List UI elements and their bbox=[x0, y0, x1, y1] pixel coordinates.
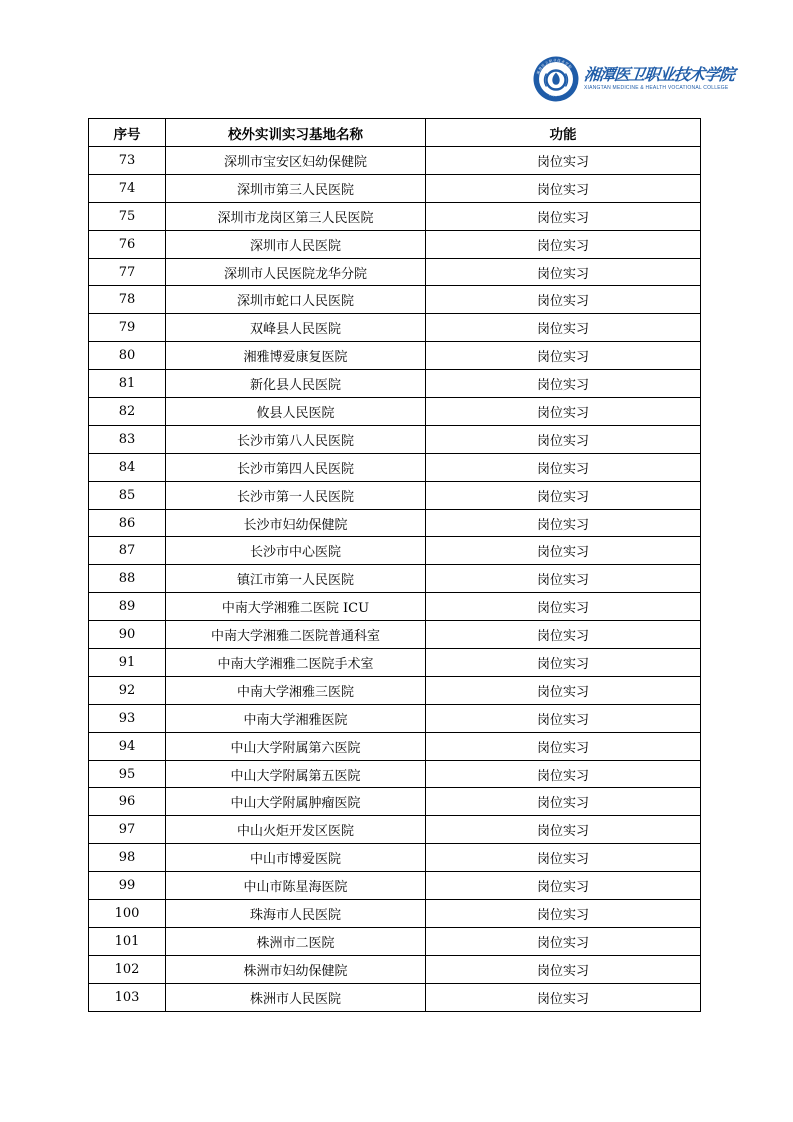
cell-function: 岗位实习 bbox=[426, 202, 701, 230]
cell-no: 101 bbox=[89, 927, 166, 955]
svg-text:湘潭医卫职业技术学院: 湘潭医卫职业技术学院 bbox=[536, 58, 573, 75]
cell-no: 77 bbox=[89, 258, 166, 286]
cell-no: 103 bbox=[89, 983, 166, 1011]
cell-function: 岗位实习 bbox=[426, 760, 701, 788]
cell-function: 岗位实习 bbox=[426, 286, 701, 314]
table-row bbox=[89, 621, 701, 649]
cell-base-name: 双峰县人民医院 bbox=[166, 314, 426, 342]
table-row bbox=[89, 844, 701, 872]
cell-function: 岗位实习 bbox=[426, 816, 701, 844]
cell-no: 76 bbox=[89, 230, 166, 258]
college-logo bbox=[533, 56, 734, 102]
cell-base-name: 中南大学湘雅三医院 bbox=[166, 676, 426, 704]
cell-function: 岗位实习 bbox=[426, 732, 701, 760]
cell-base-name: 镇江市第一人民医院 bbox=[166, 565, 426, 593]
college-emblem-icon bbox=[533, 56, 579, 102]
cell-no: 86 bbox=[89, 509, 166, 537]
cell-base-name: 深圳市人民医院龙华分院 bbox=[166, 258, 426, 286]
cell-base-name: 湘雅博爱康复医院 bbox=[166, 342, 426, 370]
table-row bbox=[89, 174, 701, 202]
cell-function: 岗位实习 bbox=[426, 509, 701, 537]
cell-no: 91 bbox=[89, 649, 166, 677]
cell-base-name: 长沙市妇幼保健院 bbox=[166, 509, 426, 537]
cell-function: 岗位实习 bbox=[426, 649, 701, 677]
cell-function: 岗位实习 bbox=[426, 230, 701, 258]
cell-function: 岗位实习 bbox=[426, 955, 701, 983]
cell-base-name: 株洲市二医院 bbox=[166, 927, 426, 955]
cell-base-name: 中山市陈星海医院 bbox=[166, 872, 426, 900]
svg-text:1958: 1958 bbox=[548, 93, 558, 98]
table-row bbox=[89, 230, 701, 258]
cell-function: 岗位实习 bbox=[426, 174, 701, 202]
cell-no: 93 bbox=[89, 704, 166, 732]
table-row bbox=[89, 537, 701, 565]
cell-no: 79 bbox=[89, 314, 166, 342]
table-body bbox=[89, 147, 701, 1012]
table-row bbox=[89, 565, 701, 593]
cell-no: 95 bbox=[89, 760, 166, 788]
table-row bbox=[89, 342, 701, 370]
cell-no: 78 bbox=[89, 286, 166, 314]
cell-base-name: 中南大学湘雅医院 bbox=[166, 704, 426, 732]
cell-no: 102 bbox=[89, 955, 166, 983]
cell-base-name: 中南大学湘雅二医院 ICU bbox=[166, 593, 426, 621]
table-row bbox=[89, 676, 701, 704]
cell-base-name: 新化县人民医院 bbox=[166, 370, 426, 398]
table-row bbox=[89, 453, 701, 481]
cell-base-name: 深圳市宝安区妇幼保健院 bbox=[166, 147, 426, 175]
cell-function: 岗位实习 bbox=[426, 900, 701, 928]
cell-base-name: 株洲市妇幼保健院 bbox=[166, 955, 426, 983]
college-name-en: XIANGTAN MEDICINE & HEALTH VOCATIONAL COLLEGE bbox=[584, 85, 729, 91]
header-no: 序号 bbox=[89, 119, 166, 147]
cell-function: 岗位实习 bbox=[426, 481, 701, 509]
table-row bbox=[89, 816, 701, 844]
cell-no: 96 bbox=[89, 788, 166, 816]
table-row bbox=[89, 314, 701, 342]
cell-no: 73 bbox=[89, 147, 166, 175]
table-row bbox=[89, 760, 701, 788]
table-row bbox=[89, 509, 701, 537]
table-row bbox=[89, 370, 701, 398]
cell-no: 75 bbox=[89, 202, 166, 230]
cell-base-name: 中山火炬开发区医院 bbox=[166, 816, 426, 844]
cell-no: 89 bbox=[89, 593, 166, 621]
cell-function: 岗位实习 bbox=[426, 927, 701, 955]
cell-no: 90 bbox=[89, 621, 166, 649]
cell-base-name: 长沙市第一人民医院 bbox=[166, 481, 426, 509]
cell-function: 岗位实习 bbox=[426, 565, 701, 593]
cell-function: 岗位实习 bbox=[426, 676, 701, 704]
cell-function: 岗位实习 bbox=[426, 425, 701, 453]
cell-base-name: 中南大学湘雅二医院普通科室 bbox=[166, 621, 426, 649]
cell-base-name: 深圳市蛇口人民医院 bbox=[166, 286, 426, 314]
table-row bbox=[89, 788, 701, 816]
cell-function: 岗位实习 bbox=[426, 704, 701, 732]
cell-no: 83 bbox=[89, 425, 166, 453]
cell-no: 85 bbox=[89, 481, 166, 509]
table-row bbox=[89, 927, 701, 955]
cell-no: 100 bbox=[89, 900, 166, 928]
cell-function: 岗位实习 bbox=[426, 314, 701, 342]
college-name-zh: 湘潭医卫职业技术学院 bbox=[583, 65, 736, 84]
cell-base-name: 中南大学湘雅二医院手术室 bbox=[166, 649, 426, 677]
cell-no: 97 bbox=[89, 816, 166, 844]
cell-function: 岗位实习 bbox=[426, 342, 701, 370]
table-row bbox=[89, 900, 701, 928]
cell-function: 岗位实习 bbox=[426, 537, 701, 565]
cell-function: 岗位实习 bbox=[426, 983, 701, 1011]
cell-base-name: 长沙市中心医院 bbox=[166, 537, 426, 565]
table-row bbox=[89, 955, 701, 983]
header-function: 功能 bbox=[426, 119, 701, 147]
table-row bbox=[89, 202, 701, 230]
cell-base-name: 长沙市第四人民医院 bbox=[166, 453, 426, 481]
college-logo-text bbox=[584, 66, 734, 92]
cell-base-name: 中山大学附属肿瘤医院 bbox=[166, 788, 426, 816]
cell-function: 岗位实习 bbox=[426, 147, 701, 175]
cell-function: 岗位实习 bbox=[426, 872, 701, 900]
cell-function: 岗位实习 bbox=[426, 453, 701, 481]
cell-base-name: 长沙市第八人民医院 bbox=[166, 425, 426, 453]
cell-no: 92 bbox=[89, 676, 166, 704]
cell-no: 80 bbox=[89, 342, 166, 370]
cell-function: 岗位实习 bbox=[426, 593, 701, 621]
cell-base-name: 深圳市人民医院 bbox=[166, 230, 426, 258]
table-row bbox=[89, 398, 701, 426]
cell-base-name: 株洲市人民医院 bbox=[166, 983, 426, 1011]
header-base-name: 校外实训实习基地名称 bbox=[166, 119, 426, 147]
cell-no: 99 bbox=[89, 872, 166, 900]
cell-function: 岗位实习 bbox=[426, 398, 701, 426]
cell-base-name: 中山大学附属第五医院 bbox=[166, 760, 426, 788]
cell-base-name: 珠海市人民医院 bbox=[166, 900, 426, 928]
table-row bbox=[89, 983, 701, 1011]
cell-no: 82 bbox=[89, 398, 166, 426]
cell-base-name: 中山大学附属第六医院 bbox=[166, 732, 426, 760]
cell-base-name: 中山市博爱医院 bbox=[166, 844, 426, 872]
cell-function: 岗位实习 bbox=[426, 788, 701, 816]
cell-function: 岗位实习 bbox=[426, 370, 701, 398]
cell-function: 岗位实习 bbox=[426, 621, 701, 649]
table-row bbox=[89, 872, 701, 900]
table-row bbox=[89, 704, 701, 732]
cell-no: 98 bbox=[89, 844, 166, 872]
table-row bbox=[89, 593, 701, 621]
cell-base-name: 深圳市第三人民医院 bbox=[166, 174, 426, 202]
table-row bbox=[89, 425, 701, 453]
cell-base-name: 深圳市龙岗区第三人民医院 bbox=[166, 202, 426, 230]
training-base-table bbox=[88, 118, 701, 1012]
table-header-row bbox=[89, 119, 701, 147]
cell-no: 88 bbox=[89, 565, 166, 593]
table-row bbox=[89, 286, 701, 314]
cell-no: 74 bbox=[89, 174, 166, 202]
table-row bbox=[89, 481, 701, 509]
cell-no: 81 bbox=[89, 370, 166, 398]
table-row bbox=[89, 258, 701, 286]
table-row bbox=[89, 732, 701, 760]
table-row bbox=[89, 147, 701, 175]
cell-no: 87 bbox=[89, 537, 166, 565]
cell-function: 岗位实习 bbox=[426, 844, 701, 872]
cell-no: 94 bbox=[89, 732, 166, 760]
cell-base-name: 攸县人民医院 bbox=[166, 398, 426, 426]
table-row bbox=[89, 649, 701, 677]
cell-no: 84 bbox=[89, 453, 166, 481]
cell-function: 岗位实习 bbox=[426, 258, 701, 286]
